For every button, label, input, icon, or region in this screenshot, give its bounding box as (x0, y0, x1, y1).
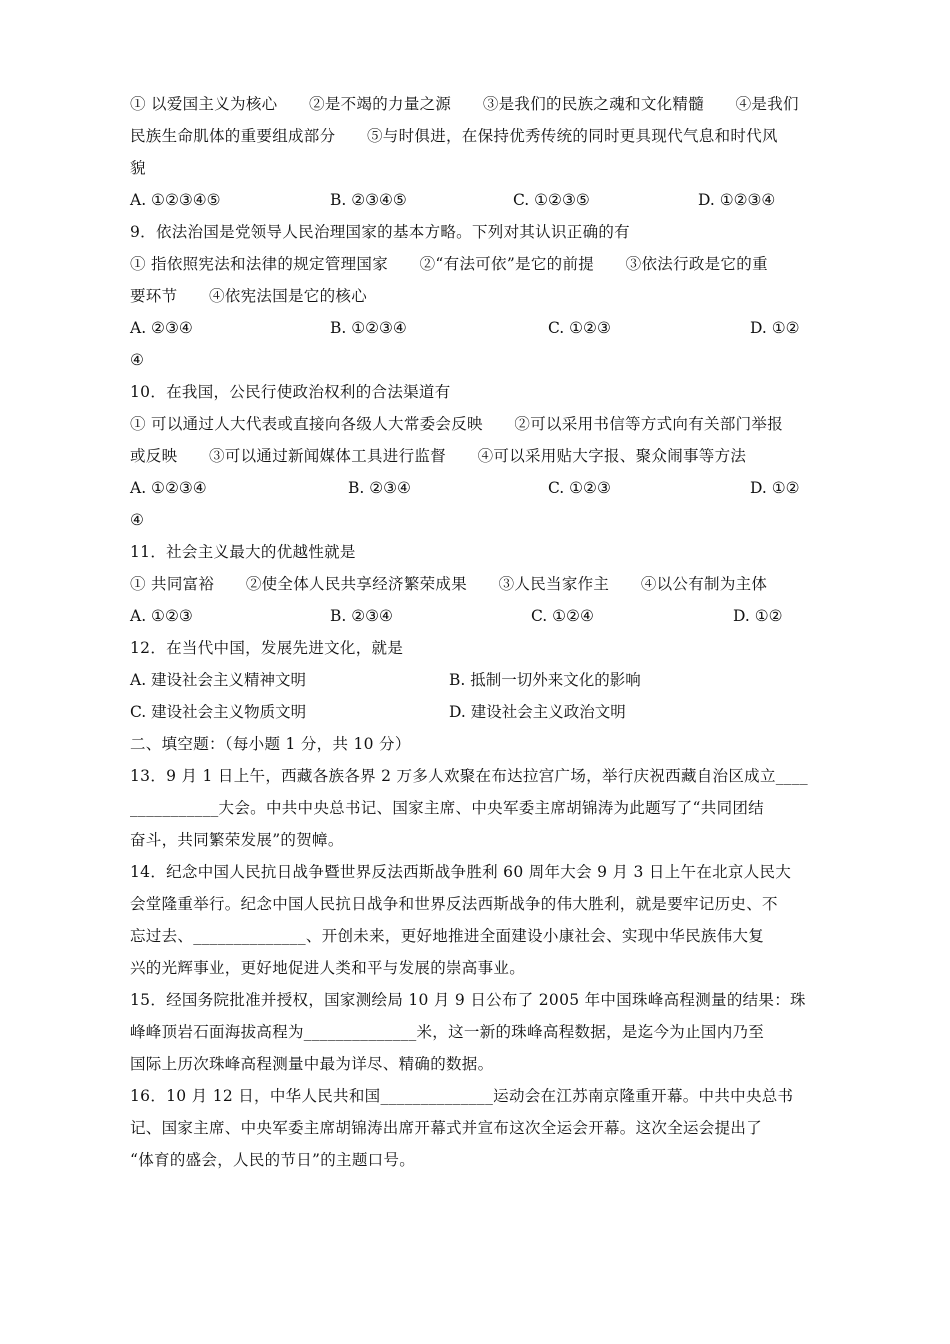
q8-option-d: D. ①②③④ (698, 191, 776, 209)
q12-question: 12．在当代中国，发展先进文化，就是 (130, 639, 404, 657)
q9-option-a: A. ②③④ (130, 319, 193, 337)
q16-line2: 记、国家主席、中央军委主席胡锦涛出席开幕式并宣布这次全运会开幕。这次全运会提出了 (130, 1119, 763, 1137)
q10-option-a: A. ①②③④ (130, 479, 207, 497)
q10-option-c: C. ①②③ (548, 479, 611, 497)
q11-option-c: C. ①②④ (531, 607, 594, 625)
q8-statements-line3: 貌 (130, 159, 146, 177)
q11-statements-line1: ① 共同富裕 ②使全体人民共享经济繁荣成果 ③人民当家作主 ④以公有制为主体 (130, 575, 768, 593)
q11-option-b: B. ②③④ (330, 607, 393, 625)
q12-option-d: D. 建设社会主义政治文明 (449, 703, 626, 721)
q10-statements-line2: 或反映 ③可以通过新闻媒体工具进行监督 ④可以采用贴大字报、聚众闹事等方法 (130, 447, 747, 465)
q15-line1: 15．经国务院批准并授权，国家测绘局 10 月 9 日公布了 2005 年中国珠峰高程测量的结果：珠 (130, 991, 806, 1009)
q16-line1: 16．10 月 12 日，中华人民共和国______________运动会在江苏南京隆重开幕。中共中央总书 (130, 1087, 794, 1105)
q8-option-c: C. ①②③⑤ (513, 191, 590, 209)
q12-option-a: A. 建设社会主义精神文明 (130, 671, 307, 689)
q9-statements-line2: 要环节 ④依宪法国是它的核心 (130, 287, 368, 305)
q14-line4: 兴的光辉事业，更好地促进人类和平与发展的崇高事业。 (130, 959, 526, 977)
q12-option-b: B. 抵制一切外来文化的影响 (449, 671, 641, 689)
q9-question: 9．依法治国是党领导人民治理国家的基本方略。下列对其认识正确的有 (130, 223, 630, 241)
q10-statements-line1: ① 可以通过人大代表或直接向各级人大常委会反映 ②可以采用书信等方式向有关部门举报 (130, 415, 784, 433)
q16-line3: “体育的盛会，人民的节日”的主题口号。 (130, 1151, 416, 1169)
q9-statements-line1: ① 指依照宪法和法律的规定管理国家 ②“有法可依”是它的前提 ③依法行政是它的重 (130, 255, 768, 273)
q13-line1: 13．9 月 1 日上午，西藏各族各界 2 万多人欢聚在布达拉宫广场，举行庆祝西藏自治区成立____ (130, 767, 808, 785)
q13-line3: 奋斗，共同繁荣发展”的贺幛。 (130, 831, 344, 849)
q8-option-a: A. ①②③④⑤ (130, 191, 221, 209)
q11-option-d: D. ①② (733, 607, 783, 625)
q14-line3: 忘过去、______________、开创未来，更好地推进全面建设小康社会、实现中华民族伟大复 (130, 927, 765, 945)
q14-line1: 14．纪念中国人民抗日战争暨世界反法西斯战争胜利 60 周年大会 9 月 3 日上午在北京人民大 (130, 863, 792, 881)
q9-option-d-wrap: ④ (130, 351, 145, 369)
q11-option-a: A. ①②③ (130, 607, 193, 625)
q14-line2: 会堂隆重举行。纪念中国人民抗日战争和世界反法西斯战争的伟大胜利，就是要牢记历史、不 (130, 895, 778, 913)
q15-line2: 峰峰顶岩石面海拔高程为______________米，这一新的珠峰高程数据，是迄今为止国内乃至 (130, 1023, 765, 1041)
q8-option-b: B. ②③④⑤ (330, 191, 407, 209)
q13-line2: ___________大会。中共中央总书记、国家主席、中央军委主席胡锦涛为此题写了“共同团结 (130, 799, 764, 817)
q10-option-d: D. ①② (750, 479, 800, 497)
q8-statements-line2: 民族生命肌体的重要组成部分 ⑤与时俱进，在保持优秀传统的同时更具现代气息和时代风 (130, 127, 778, 145)
q10-option-b: B. ②③④ (348, 479, 411, 497)
q9-option-d: D. ①② (750, 319, 800, 337)
q10-question: 10．在我国，公民行使政治权利的合法渠道有 (130, 383, 451, 401)
q12-option-c: C. 建设社会主义物质文明 (130, 703, 307, 721)
q10-option-d-wrap: ④ (130, 511, 145, 529)
q9-option-b: B. ①②③④ (330, 319, 407, 337)
section-fill-in-heading: 二、填空题：（每小题 1 分，共 10 分） (130, 735, 411, 753)
q9-option-c: C. ①②③ (548, 319, 611, 337)
q8-statements-line1: ① 以爱国主义为核心 ②是不竭的力量之源 ③是我们的民族之魂和文化精髓 ④是我们 (130, 95, 799, 113)
q11-question: 11．社会主义最大的优越性就是 (130, 543, 356, 561)
q15-line3: 国际上历次珠峰高程测量中最为详尽、精确的数据。 (130, 1055, 494, 1073)
